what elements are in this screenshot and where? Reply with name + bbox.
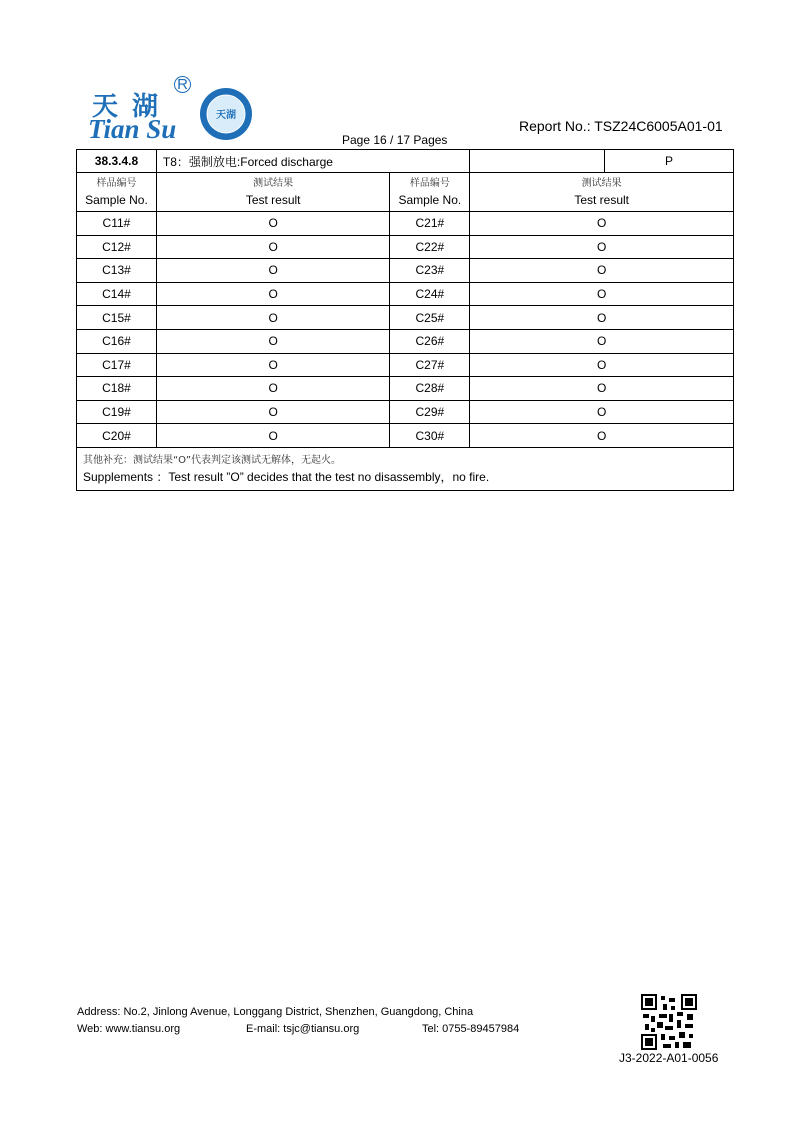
page-number: Page 16 / 17 Pages xyxy=(342,133,448,147)
qr-code-icon xyxy=(641,994,697,1050)
table-row: C12# O C22# O xyxy=(77,235,734,259)
header-test-result-2: 测试结果 Test result xyxy=(470,173,734,212)
test-result-table xyxy=(76,149,734,491)
table-row: C18# O C28# O xyxy=(77,377,734,401)
header-test-result: 测试结果 Test result xyxy=(156,173,390,212)
report-number: Report No.: TSZ24C6005A01-01 xyxy=(519,118,723,134)
table-row: C20# O C30# O xyxy=(77,424,734,448)
footer-email: E-mail: tsjc@tiansu.org xyxy=(246,1023,360,1035)
logo-english-text: Tian Su xyxy=(88,114,177,144)
table-header-row xyxy=(77,173,734,212)
supplement-note xyxy=(77,447,734,490)
header-sample-no: 样品编号 Sample No. xyxy=(77,173,157,212)
table-row: C13# O C23# O xyxy=(77,259,734,283)
header-sample-no-2: 样品编号 Sample No. xyxy=(390,173,470,212)
table-row: C11# O C21# O xyxy=(77,212,734,236)
test-title: T8：强制放电:Forced discharge xyxy=(156,150,469,173)
table-row: C19# O C29# O xyxy=(77,400,734,424)
logo-chinese-text: 天湖 xyxy=(92,92,173,122)
footer-telephone: Tel: 0755-89457984 xyxy=(422,1023,520,1035)
table-row: C14# O C24# O xyxy=(77,282,734,306)
verdict-cell xyxy=(470,150,734,173)
footer-address: Address: No.2, Jinlong Avenue, Longgang District, Shenzhen, Guangdong, China xyxy=(77,1006,474,1018)
company-logo xyxy=(84,76,259,146)
table-title-row xyxy=(77,150,734,173)
verdict: P xyxy=(604,150,733,172)
supplement-row xyxy=(77,447,734,490)
document-code: J3-2022-A01-0056 xyxy=(619,1051,719,1065)
table-row: C16# O C26# O xyxy=(77,329,734,353)
supplement-chinese: 其他补充：测试结果“O”代表判定该测试无解体，无起火。 xyxy=(83,454,342,466)
supplement-english: Supplements ：Test result ”O” decides that the test no disassembly，no fire. xyxy=(83,469,490,484)
svg-text:天湖: 天湖 xyxy=(216,110,236,121)
table-row: C15# O C25# O xyxy=(77,306,734,330)
company-seal-icon xyxy=(198,86,254,142)
table-row: C17# O C27# O xyxy=(77,353,734,377)
clause-number: 38.3.4.8 xyxy=(77,150,157,173)
footer-website: Web: www.tiansu.org xyxy=(77,1023,181,1035)
registered-mark-icon: R xyxy=(174,76,191,93)
